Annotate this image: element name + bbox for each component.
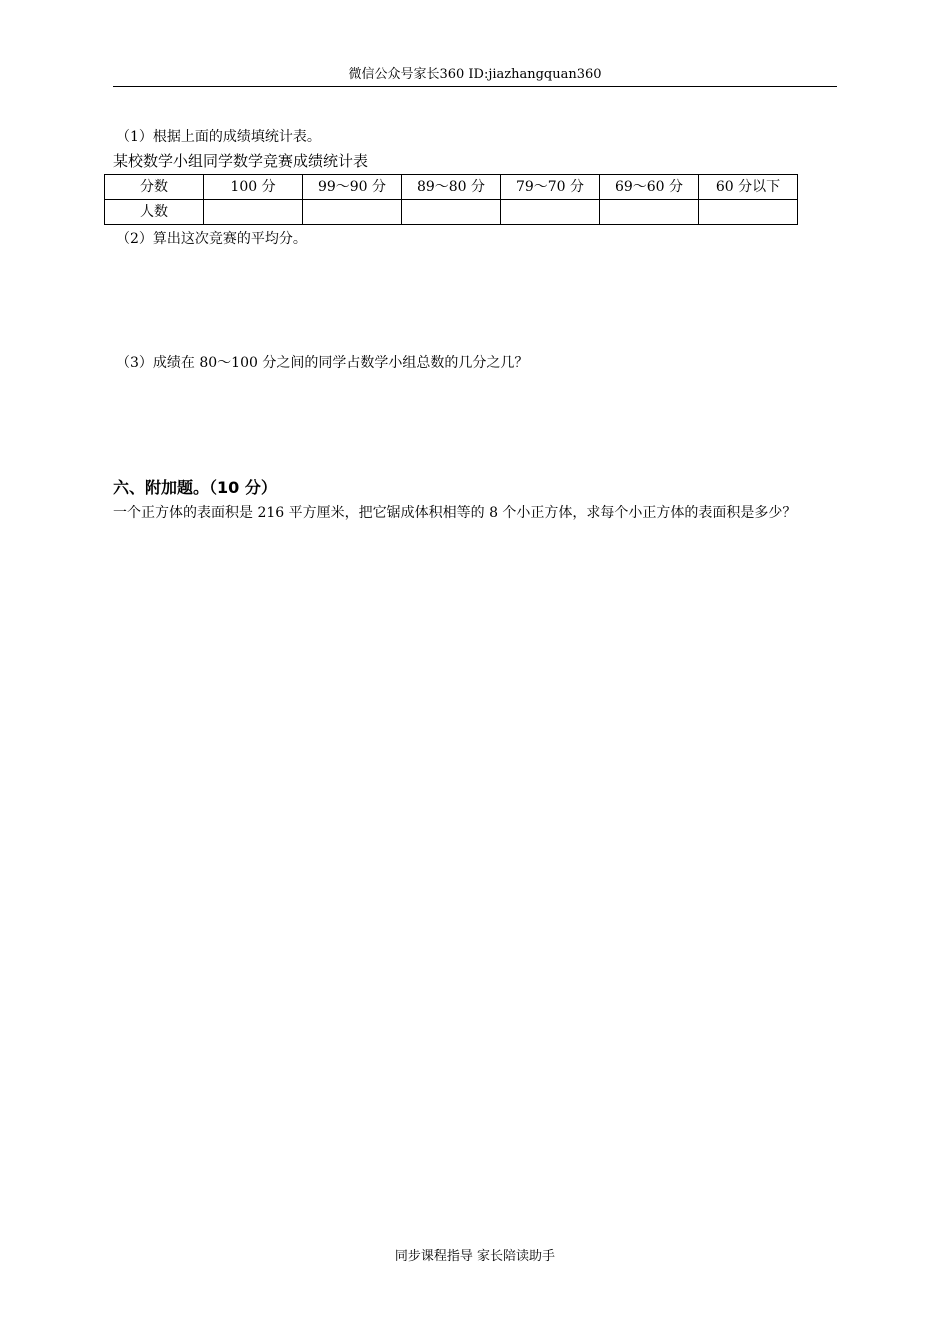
table-cell-blank xyxy=(402,200,501,225)
question-1: （1）根据上面的成绩填统计表。 xyxy=(116,129,321,145)
page-footer: 同步课程指导 家长陪读助手 xyxy=(394,1249,556,1264)
table-cell: 79～70 分 xyxy=(501,175,600,200)
table-cell: 69～60 分 xyxy=(600,175,699,200)
table-cell: 99～90 分 xyxy=(303,175,402,200)
table-header-row xyxy=(105,175,798,200)
question-2: （2）算出这次竞赛的平均分。 xyxy=(116,231,307,247)
score-statistics-table xyxy=(104,174,798,225)
table-cell: 100 分 xyxy=(204,175,303,200)
table-title: 某校数学小组同学数学竞赛成绩统计表 xyxy=(113,152,369,170)
table-cell: 89～80 分 xyxy=(402,175,501,200)
table-cell: 分数 xyxy=(105,175,204,200)
table-cell: 60 分以下 xyxy=(699,175,798,200)
table-cell-blank xyxy=(204,200,303,225)
bonus-question-text: 一个正方体的表面积是 216 平方厘米，把它锯成体积相等的 8 个小正方体，求每个小正方体的表面积是多少？ xyxy=(113,505,797,521)
table-row xyxy=(105,200,798,225)
question-3: （3）成绩在 80～100 分之间的同学占数学小组总数的几分之几？ xyxy=(116,355,529,371)
page-header: 微信公众号家长360 ID:jiazhangquan360 xyxy=(113,66,837,87)
table-cell-blank xyxy=(501,200,600,225)
table-cell-blank xyxy=(600,200,699,225)
section-heading: 六、附加题。（10 分） xyxy=(113,478,277,497)
table-cell-blank xyxy=(699,200,798,225)
table-cell: 人数 xyxy=(105,200,204,225)
table-cell-blank xyxy=(303,200,402,225)
